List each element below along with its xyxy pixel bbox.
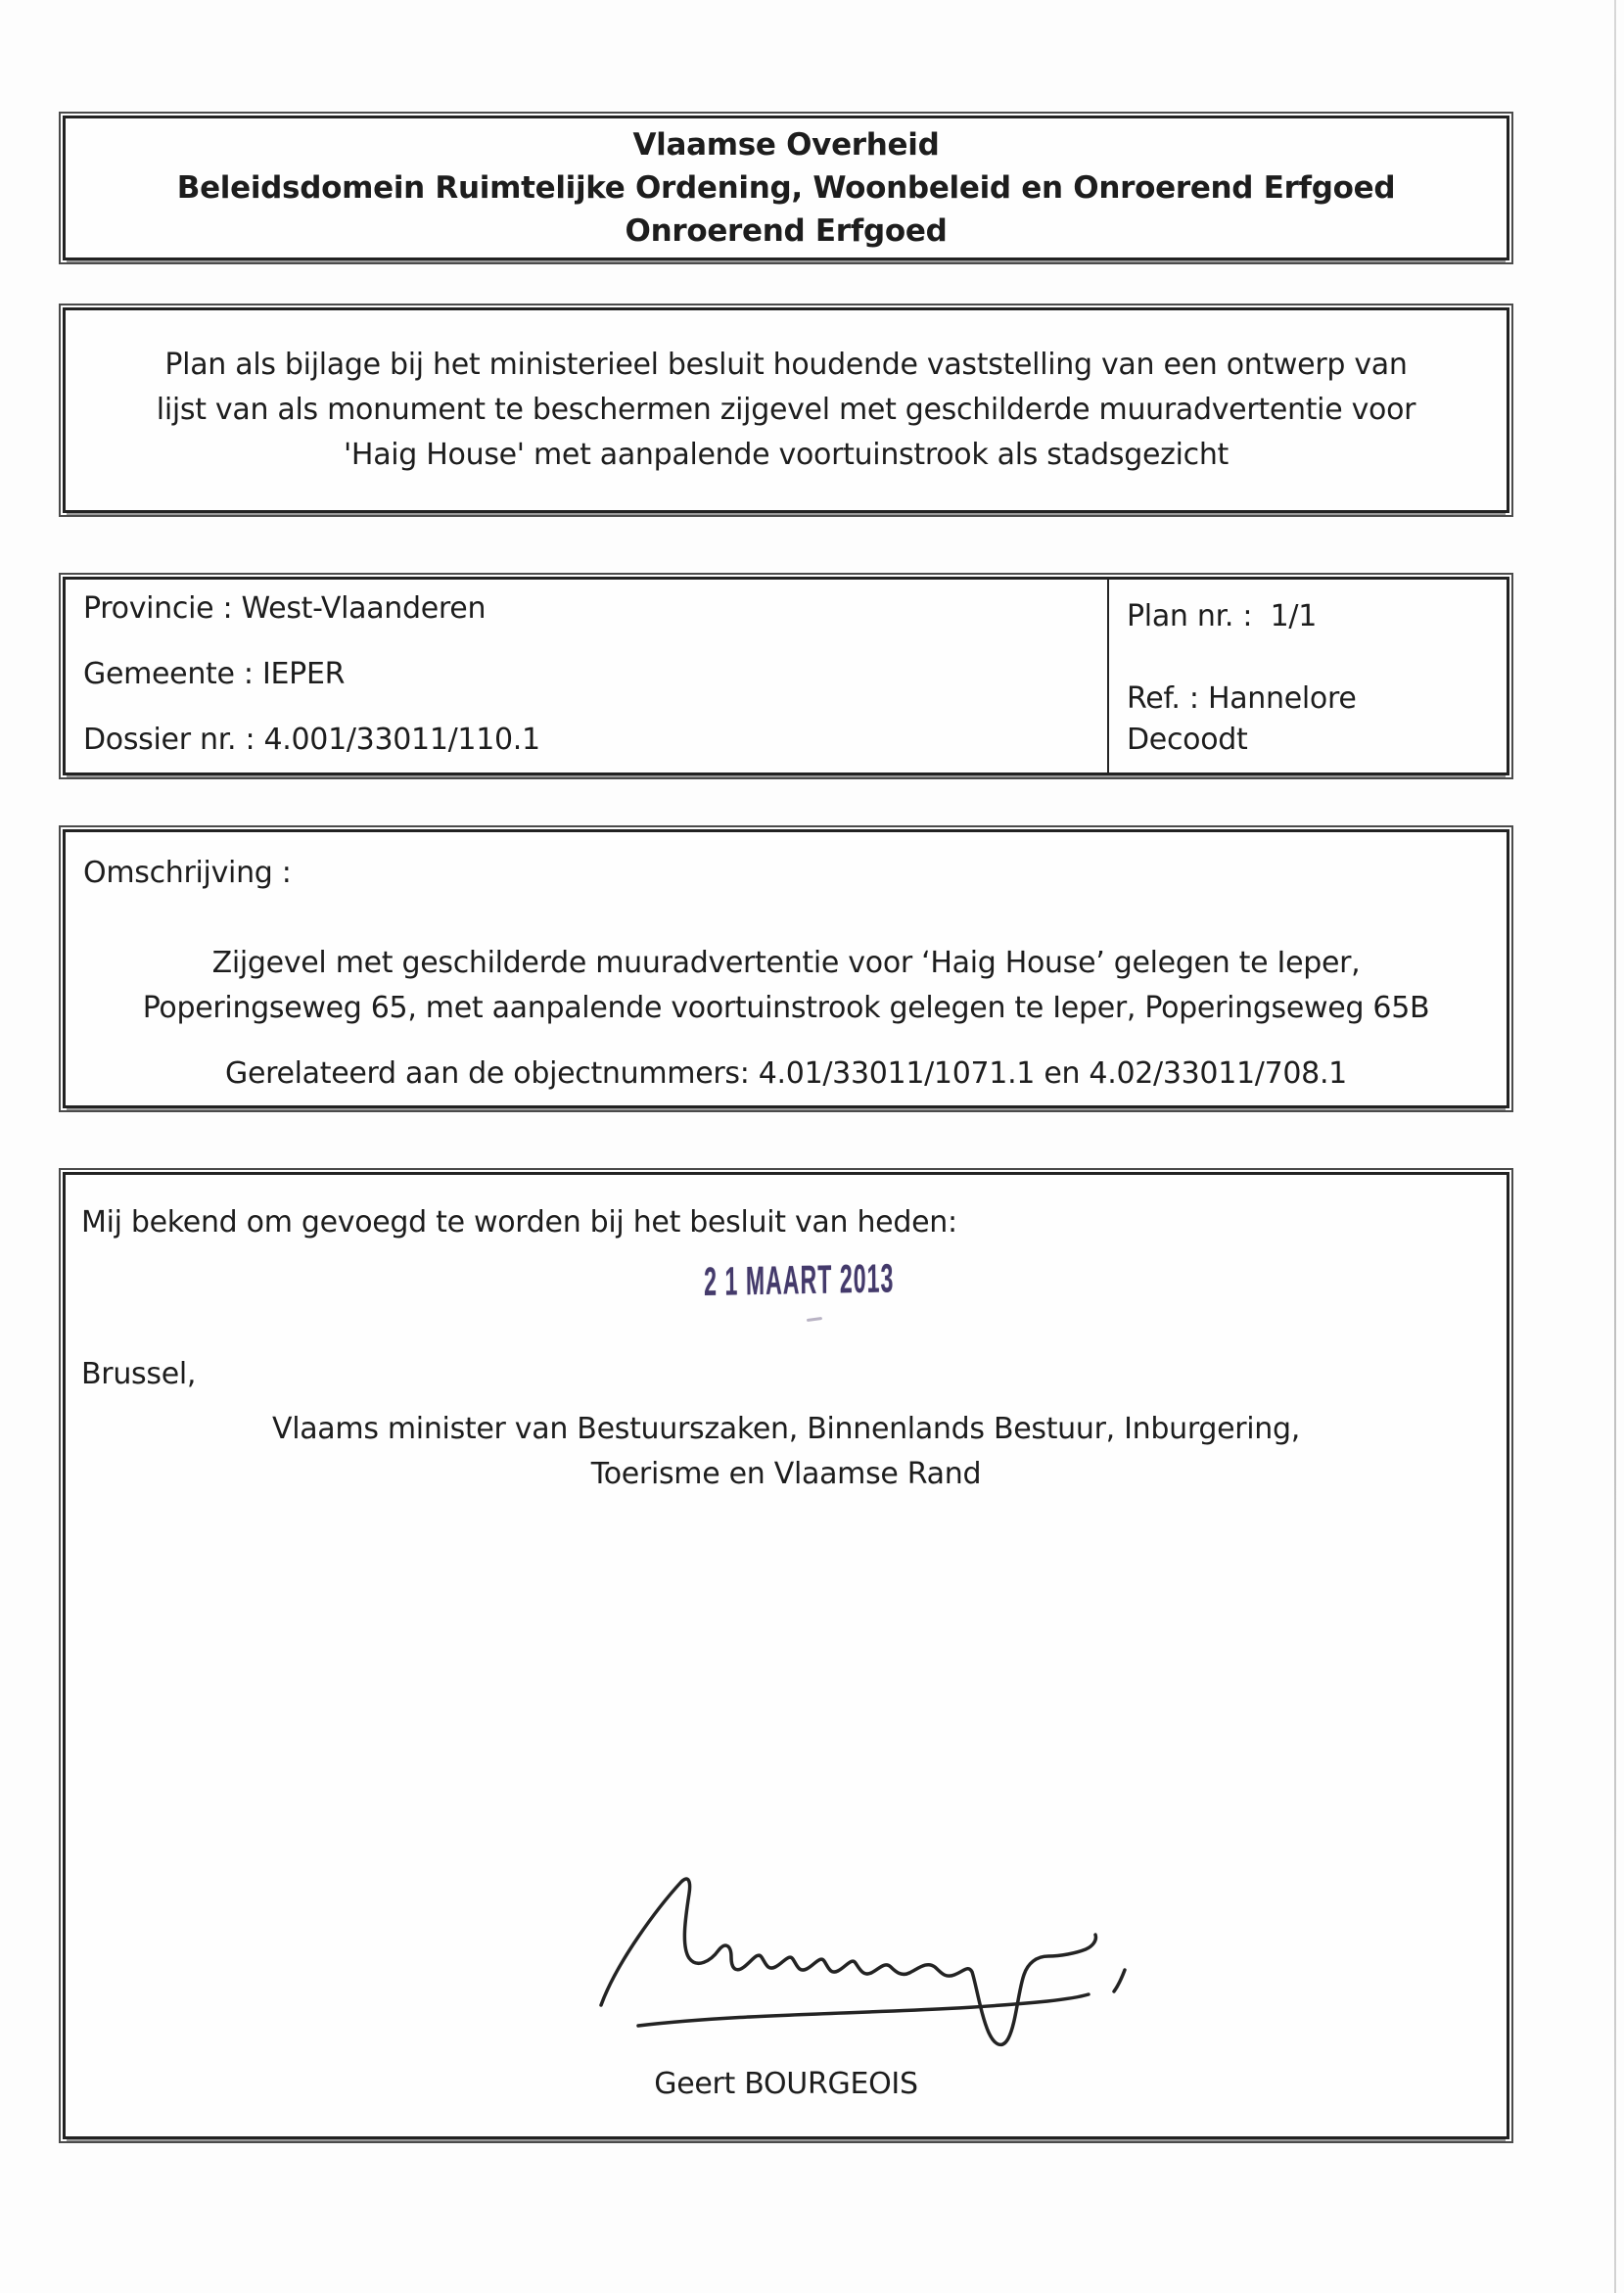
description-label: Omschrijving : bbox=[83, 856, 292, 890]
plan-title-line: lijst van als monument te beschermen zijgevel met geschilderde muuradvertentie voor bbox=[156, 393, 1416, 427]
description-box bbox=[63, 829, 1509, 1108]
ref-field: Ref. : Hannelore Decoodt bbox=[1127, 681, 1357, 757]
description-line: Poperingseweg 65, met aanpalende voortuinstrook gelegen te Ieper, Poperingseweg 65B bbox=[142, 991, 1430, 1025]
info-left-column bbox=[66, 580, 1107, 772]
signer-name: Geert BOURGEOIS bbox=[654, 2067, 918, 2101]
date-stamp: 2 1 MAART 2013 bbox=[704, 1255, 895, 1304]
plan-title-box bbox=[63, 307, 1509, 513]
header-organization: Vlaamse Overheid bbox=[632, 127, 940, 163]
header-box bbox=[63, 116, 1509, 260]
info-grid bbox=[66, 580, 1507, 772]
signing-intro: Mij bekend om gevoegd te worden bij het besluit van heden: bbox=[81, 1205, 957, 1240]
description-paragraph bbox=[66, 941, 1507, 1031]
minister-title bbox=[66, 1407, 1507, 1497]
plan-nr-field: Plan nr. : 1/1 bbox=[1127, 599, 1317, 633]
signing-box bbox=[63, 1172, 1509, 2139]
header-policy-domain: Beleidsdomein Ruimtelijke Ordening, Woonbeleid en Onroerend Erfgoed bbox=[176, 170, 1396, 206]
info-right-column bbox=[1107, 580, 1507, 772]
scan-edge-artifact bbox=[1614, 0, 1616, 2293]
signature-image bbox=[587, 1866, 1136, 2062]
minister-title-line: Toerisme en Vlaamse Rand bbox=[590, 1457, 982, 1491]
minister-title-line: Vlaams minister van Bestuurszaken, Binnenlands Bestuur, Inburgering, bbox=[271, 1412, 1301, 1446]
plan-title-line: 'Haig House' met aanpalende voortuinstrook als stadsgezicht bbox=[343, 438, 1230, 472]
stamp-smudge-mark bbox=[807, 1317, 822, 1322]
related-object-numbers: Gerelateerd aan de objectnummers: 4.01/33011/1071.1 en 4.02/33011/708.1 bbox=[225, 1056, 1347, 1091]
dossier-field: Dossier nr. : 4.001/33011/110.1 bbox=[83, 723, 540, 757]
description-line: Zijgevel met geschilderde muuradvertentie voor ‘Haig House’ gelegen te Ieper, bbox=[211, 946, 1361, 980]
signing-place: Brussel, bbox=[81, 1357, 197, 1391]
gemeente-field: Gemeente : IEPER bbox=[83, 657, 346, 691]
info-box bbox=[63, 577, 1509, 775]
plan-title-line: Plan als bijlage bij het ministerieel besluit houdende vaststelling van een ontwerp van bbox=[164, 348, 1408, 382]
provincie-field: Provincie : West-Vlaanderen bbox=[83, 591, 487, 626]
header-department: Onroerend Erfgoed bbox=[625, 213, 948, 249]
